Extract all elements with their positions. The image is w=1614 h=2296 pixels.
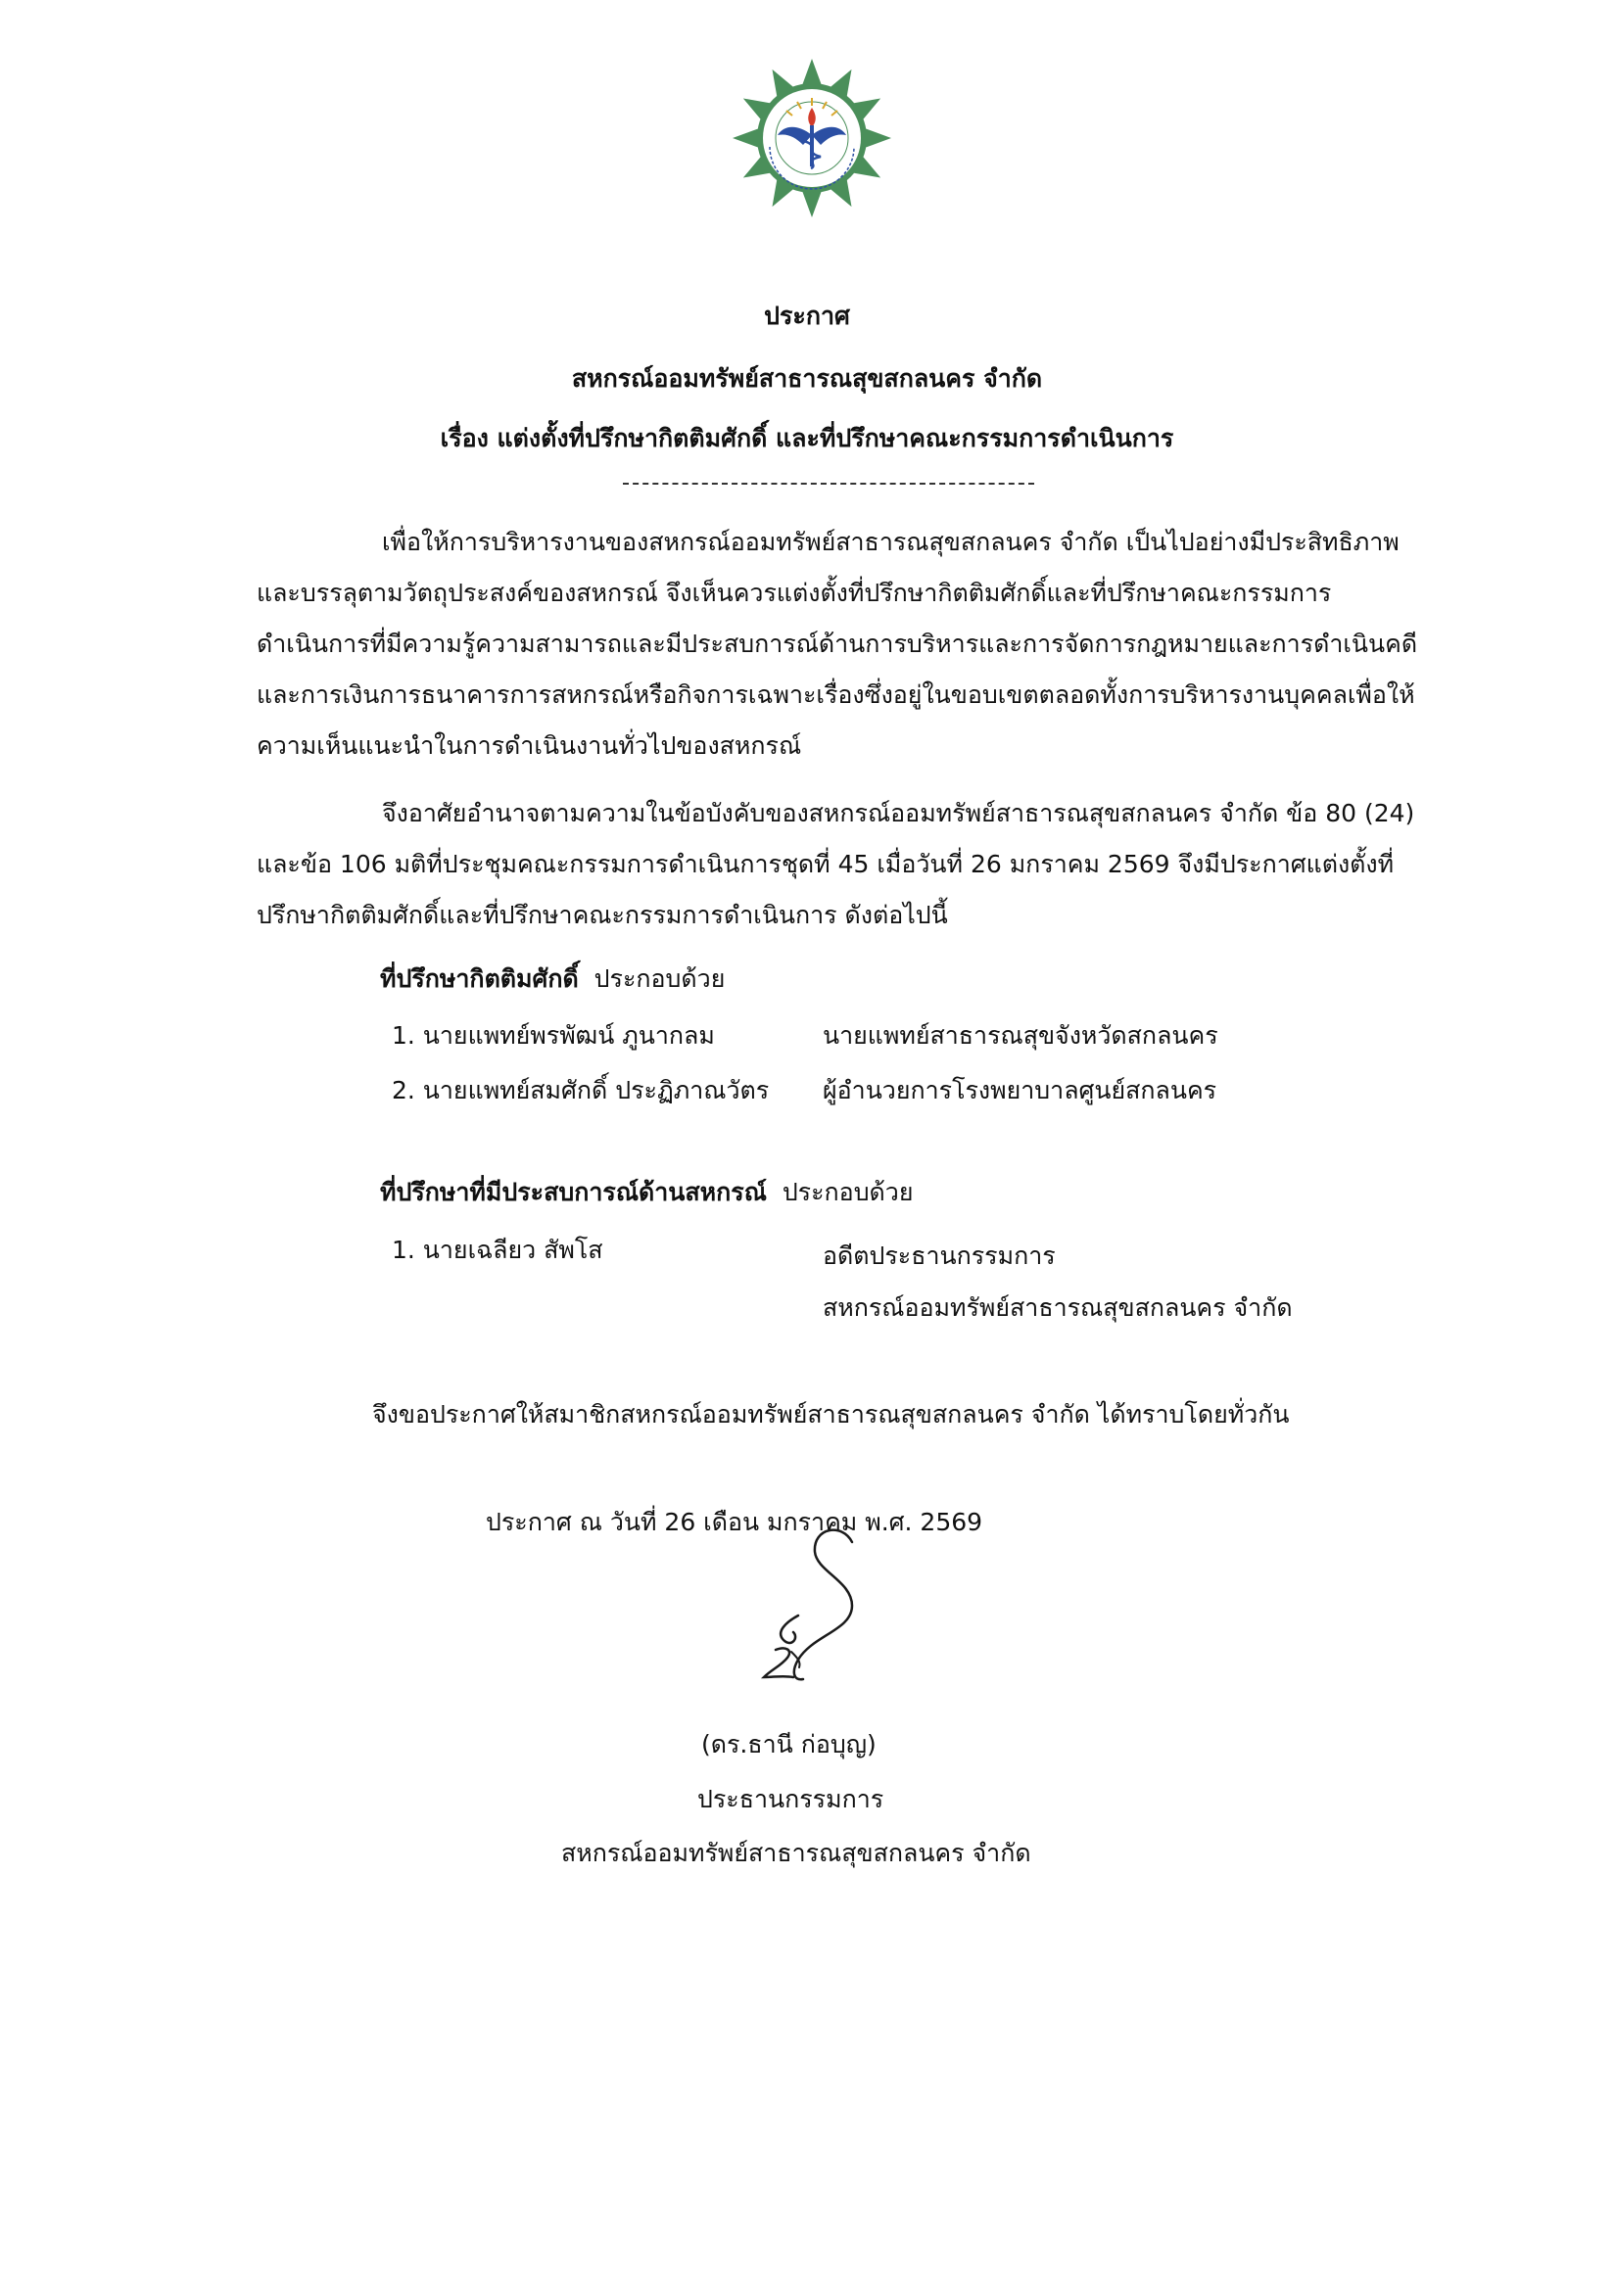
experienced-heading-suffix: ประกอบด้วย <box>782 1178 914 1206</box>
paragraph-line: ปรึกษากิตติมศักดิ์และที่ปรึกษาคณะกรรมการดำเนินการ ดังต่อไปนี้ <box>257 901 948 929</box>
announcement-subject: เรื่อง แต่งตั้งที่ปรึกษากิตติมศักดิ์ และที่ปรึกษาคณะกรรมการดำเนินการ <box>440 424 1174 452</box>
signature-icon <box>705 1513 891 1699</box>
paragraph-purpose <box>257 517 1461 772</box>
experienced-advisors-heading <box>380 1173 913 1212</box>
honorary-member-2-name: 2. นายแพทย์สมศักดิ์ ประฏิภาณวัตร <box>392 1076 770 1104</box>
cooperative-logo <box>733 59 891 217</box>
experienced-heading-label: ที่ปรึกษาที่มีประสบการณ์ด้านสหกรณ์ <box>380 1178 767 1206</box>
paragraph-line: ดำเนินการที่มีความรู้ความสามารถและมีประสบการณ์ด้านการบริหารและการจัดการกฎหมายและการดำเนินคดี <box>257 630 1418 658</box>
paragraph-line: จึงอาศัยอำนาจตามความในข้อบังคับของสหกรณ์ออมทรัพย์สาธารณสุขสกลนคร จำกัด ข้อ 80 (24) <box>382 799 1415 827</box>
experienced-member-1-organization: สหกรณ์ออมทรัพย์สาธารณสุขสกลนคร จำกัด <box>823 1293 1293 1322</box>
header-divider <box>623 483 1034 485</box>
handwritten-signature <box>705 1513 891 1699</box>
paragraph-authority <box>257 788 1461 941</box>
organization-title: สหกรณ์ออมทรัพย์สาธารณสุขสกลนคร จำกัด <box>571 364 1043 393</box>
honorary-heading-label: ที่ปรึกษากิตติมศักดิ์ <box>380 964 579 993</box>
honorary-member-1-name: 1. นายแพทย์พรพัฒน์ ภูนากลม <box>392 1021 715 1050</box>
paragraph-line: และบรรลุตามวัตถุประสงค์ของสหกรณ์ จึงเห็นควรแต่งตั้งที่ปรึกษากิตติมศักดิ์และที่ปรึกษาคณะกรรมการ <box>257 579 1332 607</box>
signatory-organization: สหกรณ์ออมทรัพย์สาธารณสุขสกลนคร จำกัด <box>561 1839 1031 1867</box>
honorary-advisors-heading <box>380 960 725 999</box>
paragraph-line: และข้อ 106 มติที่ประชุมคณะกรรมการดำเนินการชุดที่ 45 เมื่อวันที่ 26 มกราคม 2569 จึงมีประกาศแต่งตั้งที่ <box>257 850 1395 878</box>
closing-notice: จึงขอประกาศให้สมาชิกสหกรณ์ออมทรัพย์สาธารณสุขสกลนคร จำกัด ได้ทราบโดยทั่วกัน <box>372 1400 1290 1429</box>
cooperative-logo-emblem-icon <box>733 59 891 217</box>
signatory-name: (ดร.ธานี ก่อบุญ) <box>701 1730 877 1758</box>
experienced-member-1-position: อดีตประธานกรรมการ <box>823 1242 1056 1270</box>
paragraph-line: และการเงินการธนาคารการสหกรณ์หรือกิจการเฉพาะเรื่องซึ่งอยู่ในขอบเขตตลอดทั้งการบริหารงานบุคคลเพื่อให้ <box>257 680 1415 709</box>
honorary-member-1-position: นายแพทย์สาธารณสุขจังหวัดสกลนคร <box>823 1021 1218 1050</box>
paragraph-line: เพื่อให้การบริหารงานของสหกรณ์ออมทรัพย์สาธารณสุขสกลนคร จำกัด เป็นไปอย่างมีประสิทธิภาพ <box>382 528 1400 556</box>
experienced-member-1-name: 1. นายเฉลียว สัพโส <box>392 1236 603 1264</box>
announcement-type: ประกาศ <box>764 302 850 330</box>
honorary-heading-suffix: ประกอบด้วย <box>593 964 726 993</box>
honorary-member-2-position: ผู้อำนวยการโรงพยาบาลศูนย์สกลนคร <box>823 1076 1217 1104</box>
signatory-title: ประธานกรรมการ <box>697 1785 884 1813</box>
paragraph-line: ความเห็นแนะนำในการดำเนินงานทั่วไปของสหกรณ์ <box>257 731 802 760</box>
announcement-date: ประกาศ ณ วันที่ 26 เดือน มกราคม พ.ศ. 2569 <box>486 1508 983 1536</box>
